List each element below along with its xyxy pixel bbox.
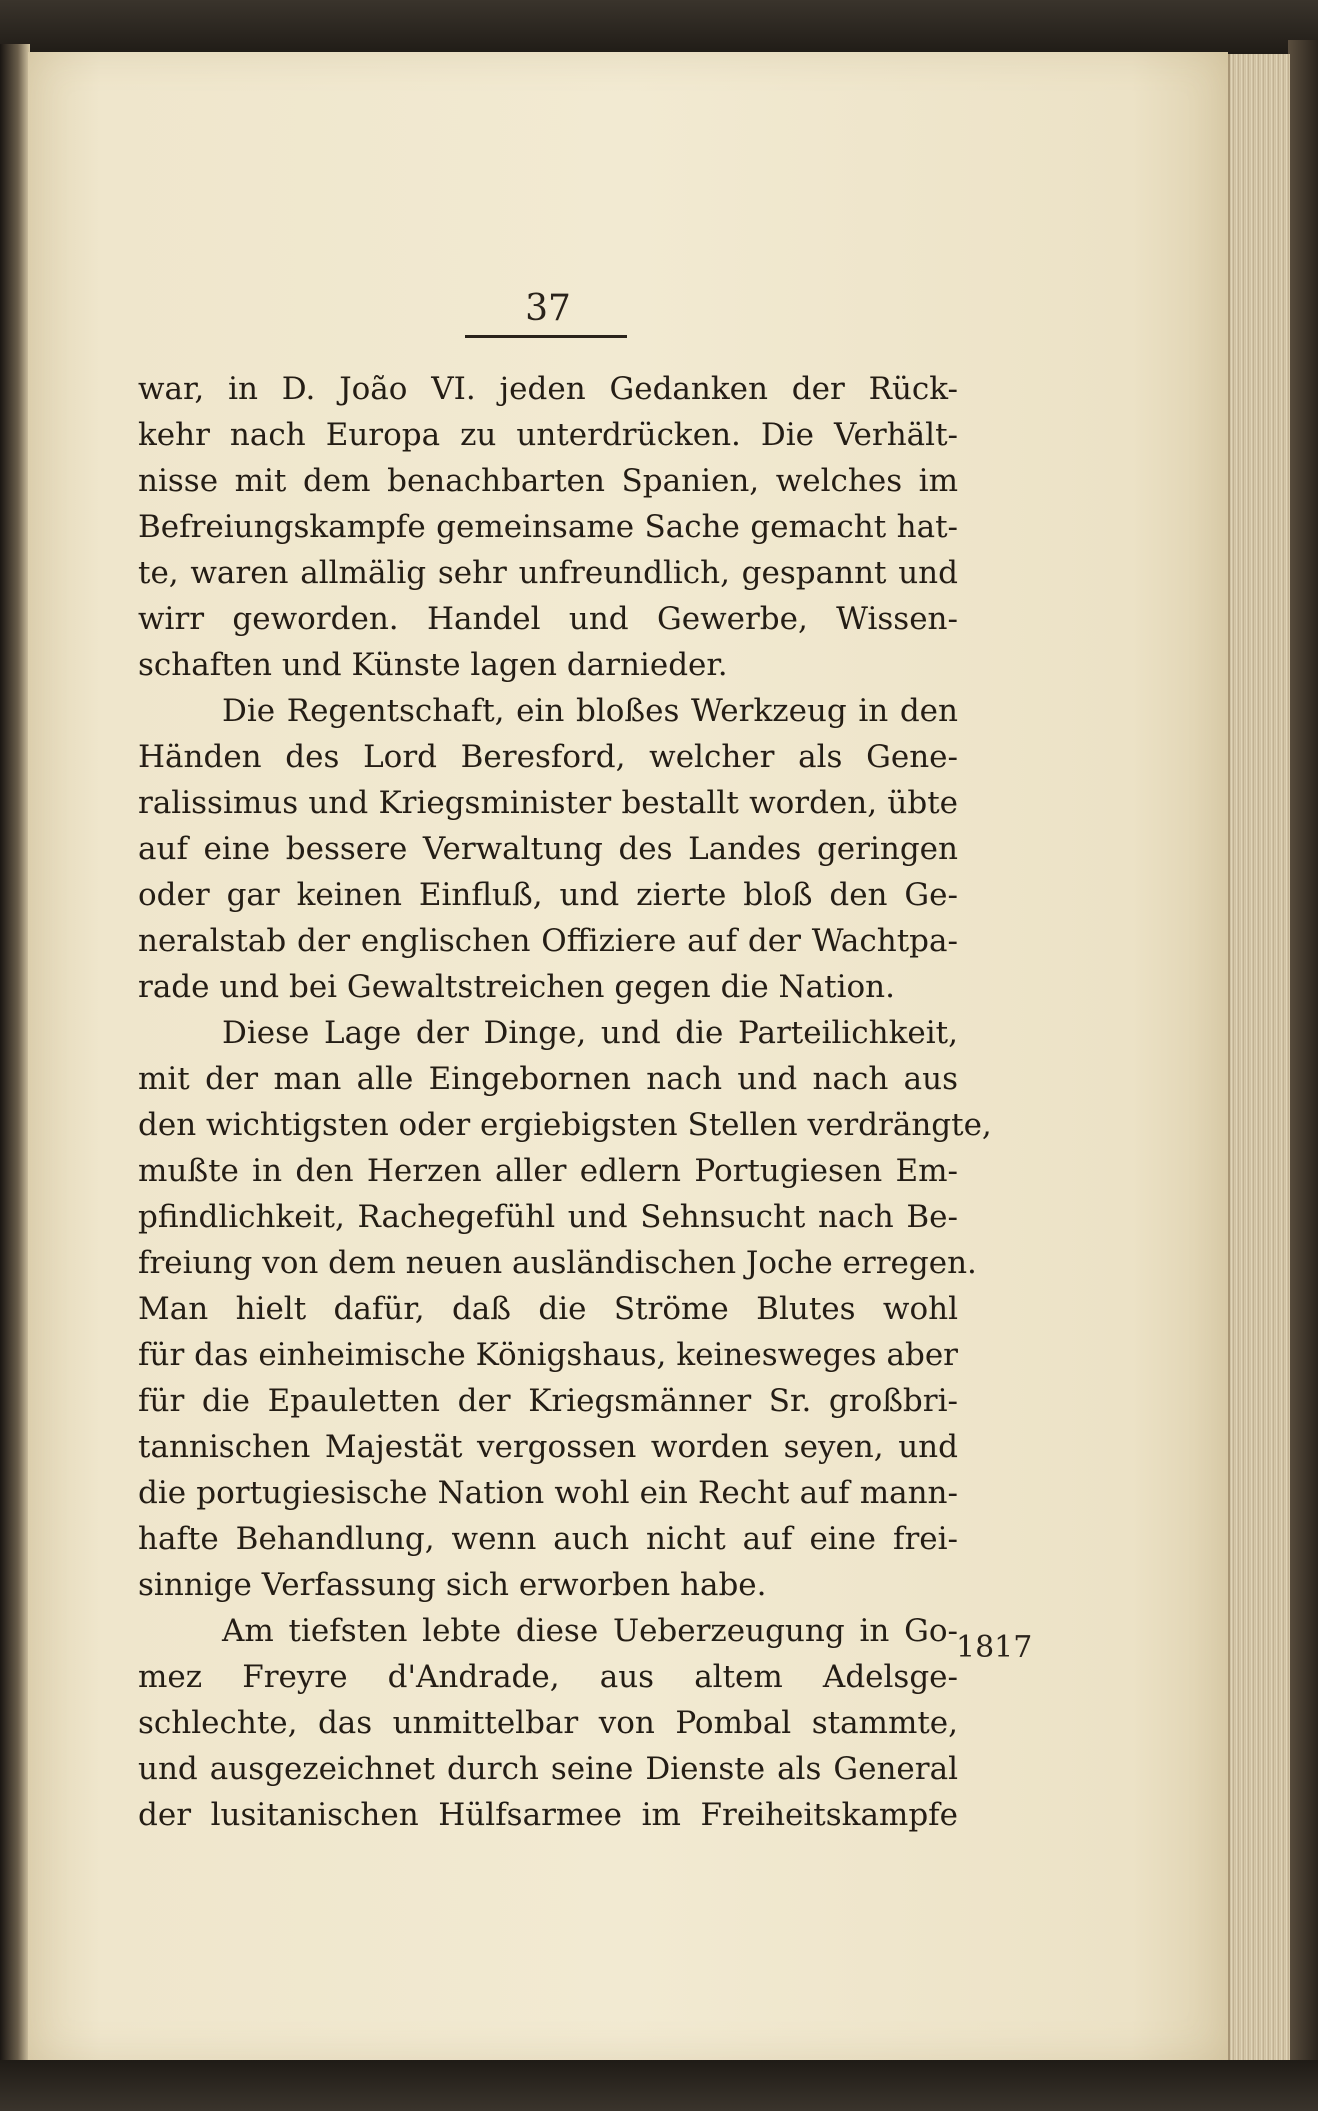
margin-year-note: 1817 [956, 1630, 1033, 1665]
text-line: Die Regentschaft, ein bloßes Werkzeug in den [222, 693, 958, 729]
text-line: freiung von dem neuen ausländischen Joche erregen. [138, 1245, 977, 1281]
text-line: Diese Lage der Dinge, und die Parteilichkeit, [222, 1015, 958, 1051]
text-line: ralissimus und Kriegsminister bestallt worden, übte [138, 785, 958, 821]
text-line: den wichtigsten oder ergiebigsten Stellen verdrängte, [138, 1107, 992, 1143]
text-line: für die Epauletten der Kriegsmänner Sr. großbri- [138, 1383, 958, 1419]
book-left-edge [0, 44, 30, 2072]
text-line: nisse mit dem benachbarten Spanien, welches im [138, 463, 958, 499]
text-line: Man hielt dafür, daß die Ströme Blutes wohl [138, 1291, 958, 1327]
page-stack-edge [1228, 54, 1290, 2064]
text-line: für das einheimische Königshaus, keinesweges aber [138, 1337, 958, 1373]
text-line: schaften und Künste lagen darnieder. [138, 647, 728, 683]
text-line: schlechte, das unmittelbar von Pombal stammte, [138, 1705, 958, 1741]
text-line: die portugiesische Nation wohl ein Recht auf mann- [138, 1475, 958, 1511]
text-line: mußte in den Herzen aller edlern Portugiesen Em- [138, 1153, 958, 1189]
text-line: und ausgezeichnet durch seine Dienste als General [138, 1751, 958, 1787]
text-line: wirr geworden. Handel und Gewerbe, Wissen- [138, 601, 958, 637]
text-line: Befreiungskampfe gemeinsame Sache gemacht hat- [138, 509, 958, 545]
text-line: rade und bei Gewaltstreichen gegen die Nation. [138, 969, 895, 1005]
text-line: auf eine bessere Verwaltung des Landes geringen [138, 831, 958, 867]
text-line: Am tiefsten lebte diese Ueberzeugung in Go- [222, 1613, 958, 1649]
text-line: sinnige Verfassung sich erworben habe. [138, 1567, 767, 1603]
book-cover-top [0, 0, 1318, 56]
text-line: hafte Behandlung, wenn auch nicht auf eine frei- [138, 1521, 958, 1557]
text-line: neralstab der englischen Offiziere auf der Wachtpa- [138, 923, 958, 959]
text-line: tannischen Majestät vergossen worden seyen, und [138, 1429, 958, 1465]
text-line: te, waren allmälig sehr unfreundlich, gespannt und [138, 555, 958, 591]
page-number-rule [465, 335, 627, 338]
page-number: 37 [525, 288, 571, 329]
book-right-cover [1288, 40, 1318, 2070]
text-line: pfindlichkeit, Rachegefühl und Sehnsucht nach Be- [138, 1199, 958, 1235]
text-line: kehr nach Europa zu unterdrücken. Die Verhält- [138, 417, 958, 453]
book-page [28, 52, 1228, 2060]
body-text [138, 366, 992, 1838]
text-line: oder gar keinen Einfluß, und zierte bloß den Ge- [138, 877, 958, 913]
text-line: der lusitanischen Hülfsarmee im Freiheitskampfe [138, 1797, 958, 1833]
text-line: Händen des Lord Beresford, welcher als Gene- [138, 739, 958, 775]
text-line: war, in D. João VI. jeden Gedanken der Rück- [138, 371, 958, 407]
text-line: mit der man alle Eingebornen nach und nach aus [138, 1061, 958, 1097]
book-cover-bottom [0, 2060, 1318, 2111]
text-line: mez Freyre d'Andrade, aus altem Adelsge- [138, 1659, 958, 1695]
